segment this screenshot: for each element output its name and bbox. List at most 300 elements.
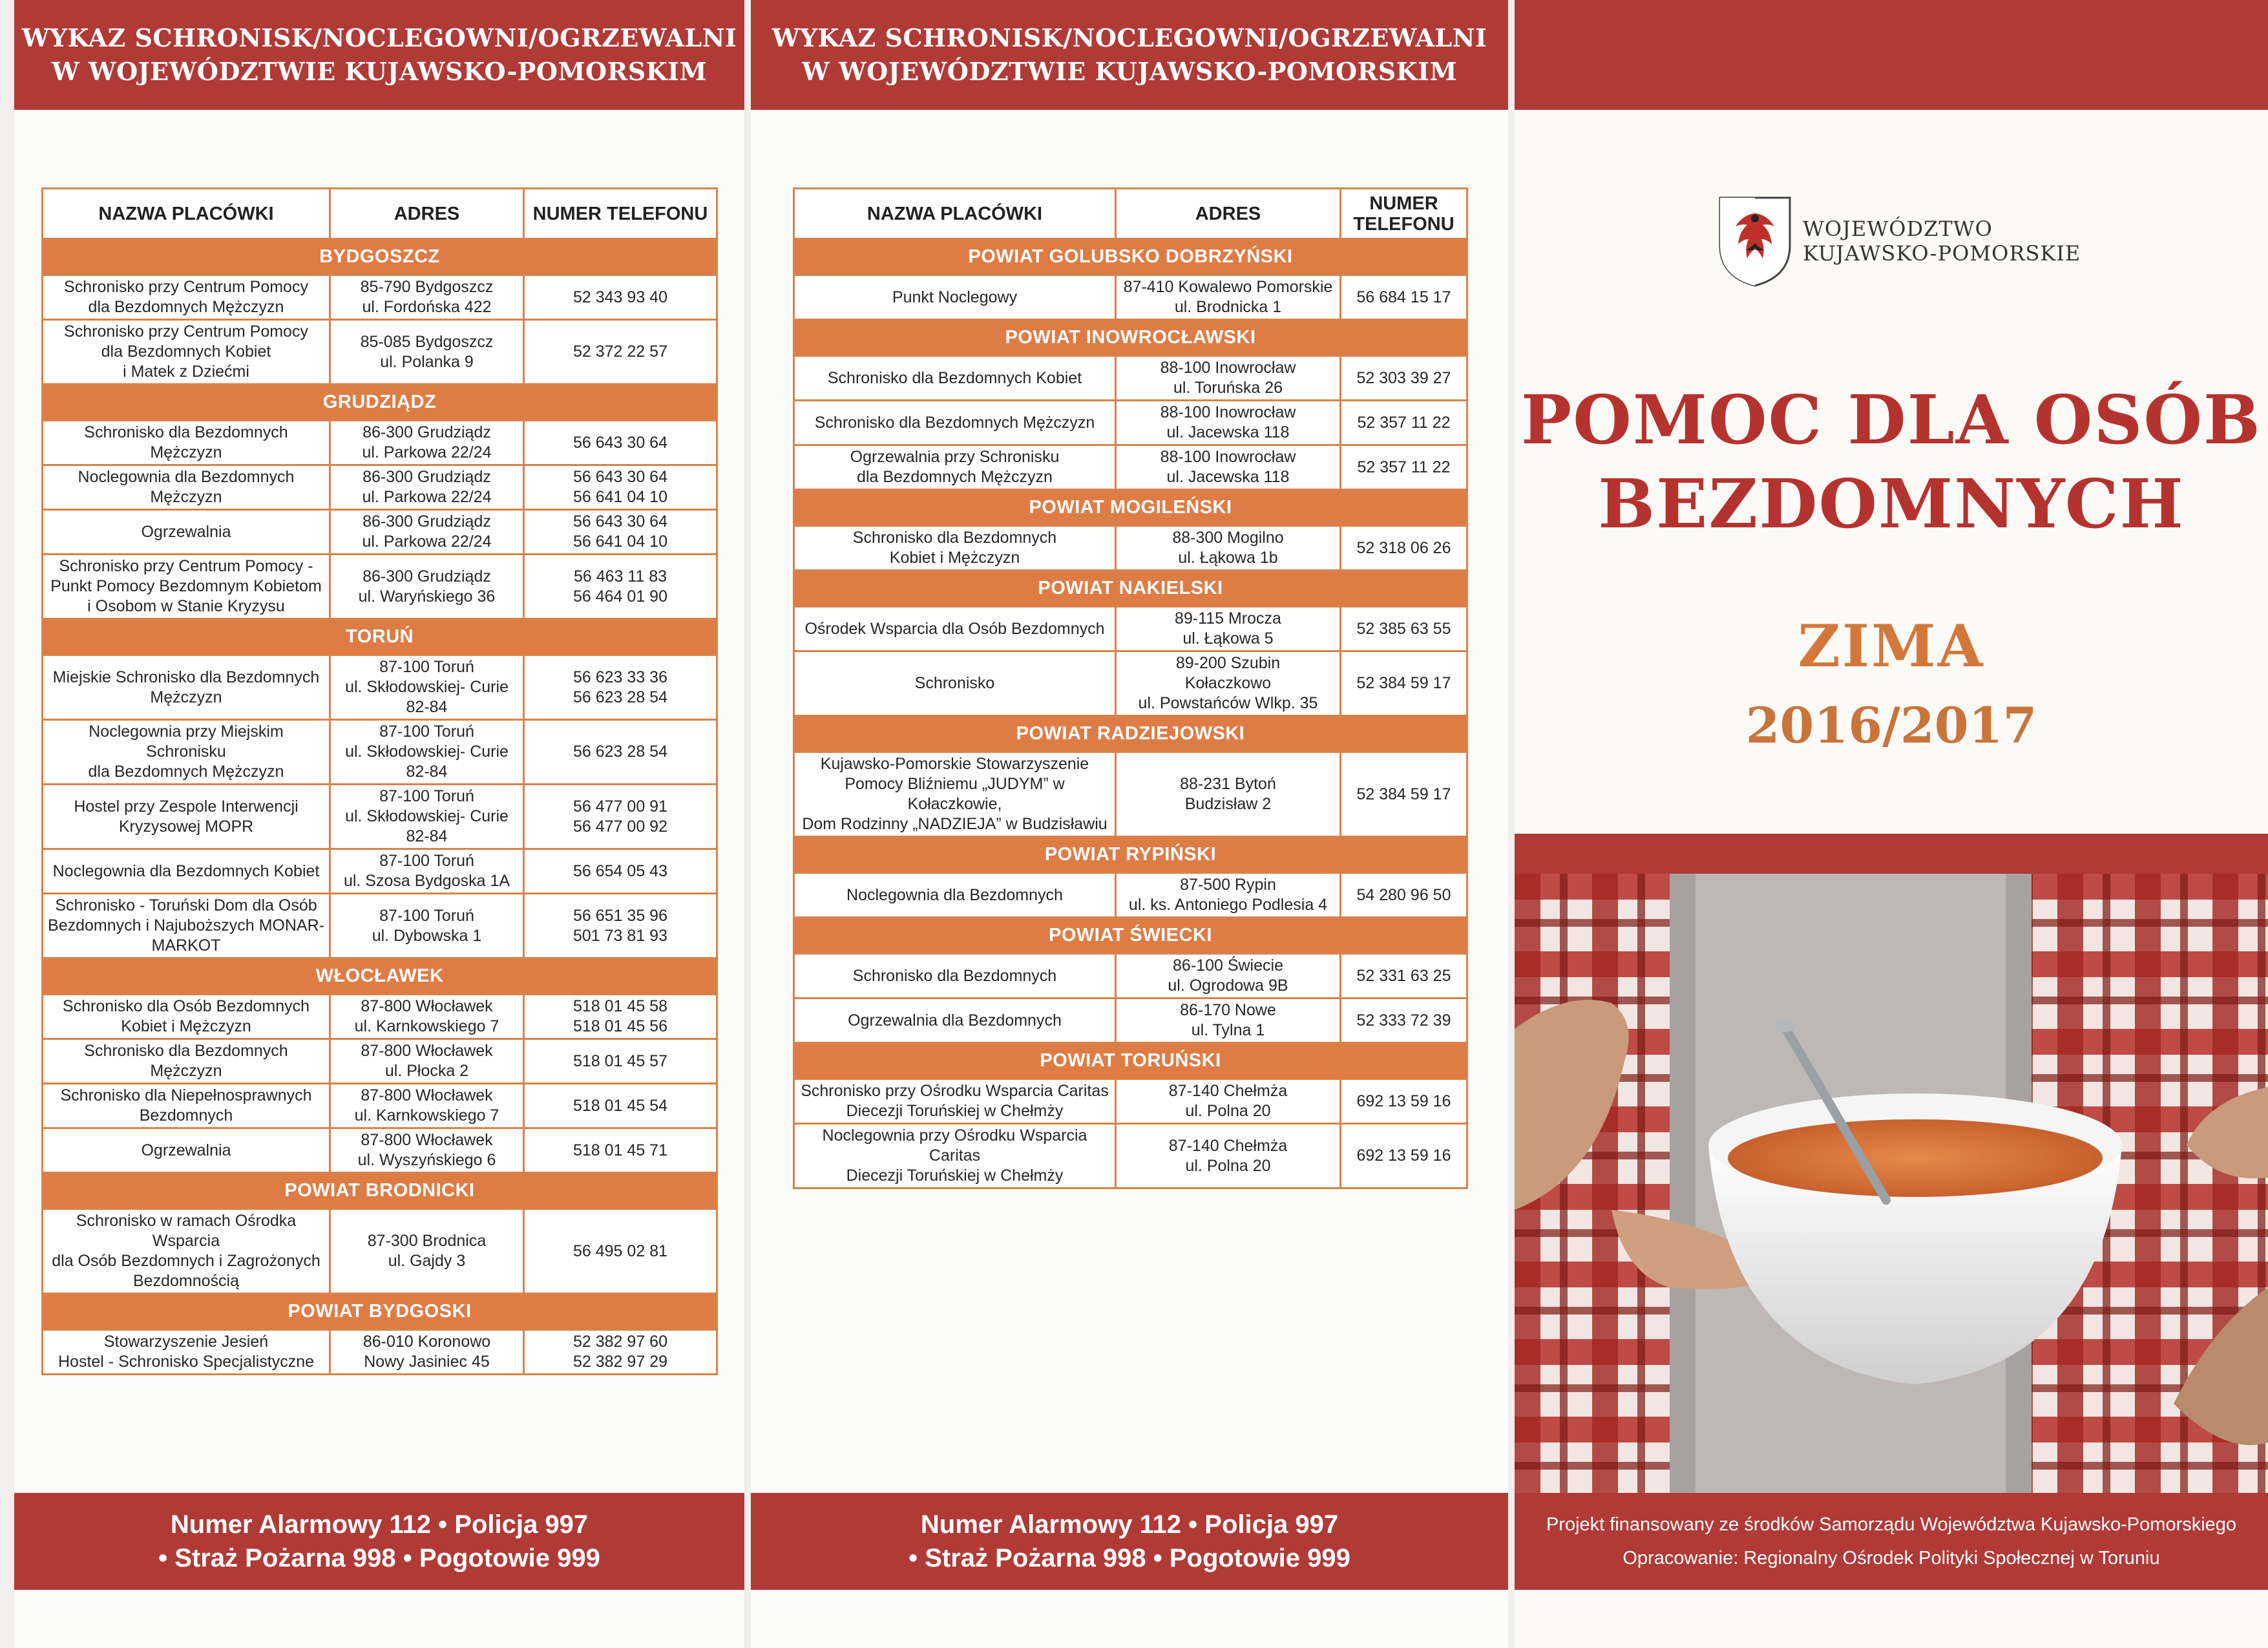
phone-line: 56 464 01 90 <box>573 587 667 606</box>
table-row <box>43 894 717 958</box>
cell-address <box>1116 356 1341 401</box>
cell-phone <box>524 655 717 720</box>
cell-phone <box>524 555 717 619</box>
cell-phone <box>1341 526 1467 571</box>
phone-line: 518 01 45 57 <box>573 1051 667 1070</box>
name-line: dla Bezdomnych Mężczyzn <box>88 763 284 781</box>
table-row <box>43 275 717 320</box>
table-row <box>43 465 717 510</box>
address-line: Nowy Jasiniec 45 <box>364 1353 490 1371</box>
cell-address <box>330 655 524 720</box>
cell-phone <box>1341 445 1467 490</box>
name-line: Schronisko dla Osób Bezdomnych <box>62 997 310 1015</box>
phone-line: 52 357 11 22 <box>1357 458 1451 476</box>
cell-address <box>330 465 524 510</box>
address-line: 87-100 Toruń <box>379 852 474 870</box>
phone-line: 56 463 11 83 <box>573 567 667 586</box>
cover-divider <box>1515 834 2268 874</box>
address-line: ul. Skłodowskiej- Curie 82-84 <box>345 807 509 845</box>
cell-phone <box>524 465 717 510</box>
middle-panel <box>751 0 1508 1648</box>
cell-name <box>43 849 330 894</box>
table-row <box>43 849 717 894</box>
phone-line: 52 382 97 29 <box>573 1353 667 1371</box>
section-title: BYDGOSZCZ <box>43 239 717 275</box>
cell-phone <box>1341 873 1467 918</box>
name-line: Schronisko dla Niepełnosprawnych <box>60 1086 312 1104</box>
section-title: POWIAT GOLUBSKO DOBRZYŃSKI <box>794 239 1467 275</box>
name-line: Kobiet i Mężczyzn <box>121 1017 251 1035</box>
section-title: POWIAT BYDGOSKI <box>43 1294 717 1330</box>
cell-address <box>1116 1079 1341 1124</box>
table-row <box>43 785 717 849</box>
address-line: ul. Parkowa 22/24 <box>362 488 492 506</box>
name-line: Dom Rodzinny „NADZIEJA” w Budzisławiu <box>802 815 1108 833</box>
table-row <box>794 954 1467 998</box>
cell-address <box>330 1128 524 1173</box>
name-line: Bezdomnych i Najuboższych MONAR- <box>48 916 324 935</box>
emergency-line-2: • Straż Pożarna 998 • Pogotowie 999 <box>158 1544 600 1572</box>
name-line: Ogrzewalnia <box>141 1141 231 1159</box>
address-line: 87-800 Włocławek <box>361 997 493 1015</box>
cell-address <box>330 555 524 619</box>
address-line: 85-085 Bydgoszcz <box>360 332 494 351</box>
cell-name <box>794 1079 1116 1124</box>
address-line: 87-300 Brodnica <box>367 1232 487 1250</box>
cell-phone <box>1341 607 1467 651</box>
address-line: ul. Wyszyńskiego 6 <box>357 1151 496 1169</box>
address-line: ul. Gajdy 3 <box>388 1252 466 1270</box>
emergency-numbers <box>14 1493 744 1590</box>
cell-address <box>330 1330 524 1375</box>
section-row <box>794 837 1467 873</box>
prepared-by-note: Opracowanie: Regionalny Ośrodek Polityki Społecznej w Toruniu <box>1622 1548 2160 1569</box>
phone-line: 56 477 00 91 <box>573 797 667 816</box>
name-line: Ogrzewalnia przy Schronisku <box>850 448 1060 466</box>
phone-line: 56 643 30 64 <box>573 512 667 531</box>
cell-name <box>43 894 330 958</box>
cell-name <box>43 1128 330 1173</box>
logo-line-2: KUJAWSKO-POMORSKIE <box>1803 241 2081 266</box>
table-row <box>43 1084 717 1128</box>
name-line: Mężczyzn <box>150 488 222 506</box>
name-line: dla Bezdomnych Mężczyzn <box>857 468 1053 486</box>
cell-phone <box>524 275 717 320</box>
name-line: Noclegownia przy Miejskim Schronisku <box>89 723 284 761</box>
cell-name <box>794 651 1116 716</box>
address-line: ul. Polna 20 <box>1185 1102 1271 1120</box>
season-years: 2016/2017 <box>1745 697 2037 754</box>
cell-address <box>1116 401 1341 445</box>
section-row <box>43 239 717 275</box>
address-line: 89-115 Mrocza <box>1175 609 1281 628</box>
coat-of-arms-icon <box>1716 194 1794 288</box>
address-line: 87-100 Toruń <box>379 906 474 925</box>
cell-address <box>1116 752 1341 837</box>
cell-name <box>43 1330 330 1375</box>
emergency-line-1: Numer Alarmowy 112 • Policja 997 <box>170 1510 589 1539</box>
name-line: dla Osób Bezdomnych i Zagrożonych <box>52 1252 320 1270</box>
address-line: ul. Dybowska 1 <box>372 926 482 945</box>
name-line: Schronisko dla Bezdomnych Mężczyzn <box>814 413 1095 432</box>
cell-address <box>330 785 524 849</box>
section-row <box>794 716 1467 752</box>
name-line: Schronisko dla Bezdomnych Mężczyzn <box>84 423 288 461</box>
address-line: ul. Płocka 2 <box>384 1062 469 1080</box>
phone-line: 518 01 45 56 <box>573 1017 667 1035</box>
phone-line: 56 623 28 54 <box>573 688 667 706</box>
cell-name <box>43 275 330 320</box>
address-line: ul. Skłodowskiej- Curie 82-84 <box>345 743 509 781</box>
section-title: POWIAT TORUŃSKI <box>794 1043 1467 1079</box>
cell-name <box>43 465 330 510</box>
name-line: Ośrodek Wsparcia dla Osób Bezdomnych <box>804 619 1105 638</box>
phone-line: 52 343 93 40 <box>573 288 667 306</box>
cell-phone <box>1341 356 1467 401</box>
name-line: Kujawsko-Pomorskie Stowarzyszenie <box>820 755 1089 773</box>
cell-phone <box>524 894 717 958</box>
cell-name <box>794 275 1116 320</box>
cell-name <box>43 995 330 1039</box>
address-line: 87-100 Toruń <box>379 723 474 741</box>
address-line: 87-800 Włocławek <box>361 1042 493 1060</box>
column-header-name: NAZWA PLACÓWKI <box>43 189 330 239</box>
section-row <box>43 1173 717 1209</box>
cell-address <box>1116 607 1341 651</box>
cell-address <box>1116 445 1341 490</box>
emergency-line-1: Numer Alarmowy 112 • Policja 997 <box>920 1510 1339 1539</box>
section-row <box>43 385 717 421</box>
name-line: Ogrzewalnia dla Bezdomnych <box>848 1011 1062 1030</box>
cell-name <box>794 954 1116 998</box>
address-line: ul. Jacewska 118 <box>1166 468 1290 486</box>
phone-line: 518 01 45 58 <box>573 997 667 1015</box>
header-line-2: W WOJEWÓDZTWIE KUJAWSKO-POMORSKIM <box>51 57 708 86</box>
table-row <box>43 720 717 785</box>
header-line-1: WYKAZ SCHRONISK/NOCLEGOWNI/OGRZEWALNI <box>21 23 737 52</box>
section-title: POWIAT RYPIŃSKI <box>794 837 1467 873</box>
address-line: 87-140 Chełmża <box>1168 1082 1288 1100</box>
cell-address <box>330 849 524 894</box>
phone-line: 52 303 39 27 <box>1356 368 1451 387</box>
table-row <box>43 421 717 465</box>
phone-line: 52 385 63 55 <box>1356 619 1451 638</box>
table-row <box>794 1124 1467 1188</box>
name-line: dla Bezdomnych Mężczyzn <box>88 298 284 316</box>
phone-line: 52 333 72 39 <box>1356 1011 1451 1030</box>
address-line: ul. Łąkowa 1b <box>1178 549 1278 567</box>
cell-phone <box>1341 1079 1467 1124</box>
table-row <box>794 1079 1467 1124</box>
cell-address <box>330 421 524 465</box>
logo-line-1: WOJEWÓDZTWO <box>1803 217 1993 241</box>
name-line: Stowarzyszenie Jesień <box>103 1333 269 1351</box>
table-row <box>43 555 717 619</box>
cell-phone <box>1341 651 1467 716</box>
phone-line: 52 318 06 26 <box>1356 538 1451 557</box>
address-line: 87-500 Rypin <box>1180 876 1276 894</box>
section-title: GRUDZIĄDZ <box>43 385 717 421</box>
cell-name <box>43 421 330 465</box>
address-line: 86-300 Grudziądz <box>362 567 491 586</box>
section-title: POWIAT INOWROCŁAWSKI <box>794 320 1467 356</box>
cell-phone <box>1341 1124 1467 1188</box>
name-line: i Matek z Dziećmi <box>123 363 249 381</box>
section-title: POWIAT MOGILEŃSKI <box>794 490 1467 526</box>
address-line: 89-200 Szubin <box>1175 654 1281 672</box>
cell-name <box>794 356 1116 401</box>
cell-name <box>794 752 1116 837</box>
address-line: ul. Szosa Bydgoska 1A <box>343 872 510 890</box>
phone-line: 56 654 05 43 <box>573 861 667 880</box>
address-line: 87-100 Toruń <box>379 658 474 676</box>
phone-line: 52 357 11 22 <box>1357 413 1451 432</box>
column-header-address: ADRES <box>330 189 524 239</box>
address-line: Kołaczkowo <box>1184 674 1272 692</box>
phone-line: 54 280 96 50 <box>1356 885 1451 904</box>
cell-address <box>330 995 524 1039</box>
address-line: ul. Parkowa 22/24 <box>362 443 492 461</box>
table-row <box>43 510 717 555</box>
table-row <box>43 655 717 720</box>
left-panel <box>14 0 744 1648</box>
section-title: POWIAT BRODNICKI <box>43 1173 717 1209</box>
section-row <box>43 619 717 655</box>
table-row <box>43 1209 717 1294</box>
name-line: Schronisko przy Ośrodku Wsparcia Caritas <box>801 1082 1109 1100</box>
name-line: Schronisko przy Centrum Pomocy <box>64 278 308 296</box>
address-line: 87-100 Toruń <box>379 787 474 805</box>
name-line: Schronisko przy Centrum Pomocy <box>64 322 308 341</box>
phone-line: 56 623 33 36 <box>573 668 667 686</box>
cell-name <box>43 1084 330 1128</box>
address-line: 87-410 Kowalewo Pomorskie <box>1123 278 1333 296</box>
address-line: Budzisław 2 <box>1184 795 1272 813</box>
name-line: Mężczyzn <box>150 688 222 706</box>
address-line: ul. Toruńska 26 <box>1173 379 1283 397</box>
name-line: Schronisko <box>914 674 995 692</box>
phone-line: 52 331 63 25 <box>1356 966 1451 985</box>
cell-name <box>43 1039 330 1084</box>
soup-bowl-photo <box>1515 874 2268 1493</box>
address-line: ul. Karnkowskiego 7 <box>354 1017 499 1035</box>
cell-address <box>330 510 524 555</box>
voivodeship-logo <box>1716 194 2081 288</box>
section-title: TORUŃ <box>43 619 717 655</box>
phone-line: 56 643 30 64 <box>573 468 667 486</box>
cell-address <box>1116 998 1341 1043</box>
phone-line: 52 372 22 57 <box>573 343 667 361</box>
cell-phone <box>524 1039 717 1084</box>
cell-name <box>794 873 1116 918</box>
phone-line: 56 495 02 81 <box>573 1241 667 1260</box>
table-row <box>43 1128 717 1173</box>
cell-name <box>43 785 330 849</box>
cell-name <box>43 320 330 385</box>
cell-address <box>330 275 524 320</box>
table-row <box>794 401 1467 445</box>
column-header-name: NAZWA PLACÓWKI <box>794 189 1116 239</box>
cover-footer <box>1515 1493 2268 1590</box>
address-line: 86-010 Koronowo <box>362 1333 491 1351</box>
name-line: i Osobom w Stanie Kryzysu <box>87 597 285 615</box>
address-line: 87-140 Chełmża <box>1168 1136 1288 1155</box>
address-line: ul. Polna 20 <box>1185 1156 1271 1175</box>
phone-line: 692 13 59 16 <box>1356 1146 1451 1165</box>
section-row <box>794 490 1467 526</box>
address-line: 85-790 Bydgoszcz <box>360 278 494 296</box>
address-line: 86-100 Świecie <box>1173 956 1283 975</box>
name-line: Schronisko przy Centrum Pomocy - <box>59 557 313 575</box>
name-line: Punkt Noclegowy <box>892 288 1018 306</box>
header-line-1: WYKAZ SCHRONISK/NOCLEGOWNI/OGRZEWALNI <box>772 23 1487 52</box>
column-header-address: ADRES <box>1116 189 1341 239</box>
address-line: 88-100 Inowrocław <box>1160 359 1296 377</box>
phone-line: 52 382 97 60 <box>573 1333 667 1351</box>
address-line: ul. Skłodowskiej- Curie 82-84 <box>345 678 509 716</box>
name-line: Noclegownia dla Bezdomnych Kobiet <box>52 861 320 880</box>
cell-address <box>1116 275 1341 320</box>
name-line: Schronisko dla Bezdomnych <box>852 529 1057 547</box>
name-line: Schronisko dla Bezdomnych <box>852 966 1057 985</box>
cell-phone <box>1341 401 1467 445</box>
name-line: Ogrzewalnia <box>141 522 231 541</box>
section-row <box>794 571 1467 607</box>
header-line-2: W WOJEWÓDZTWIE KUJAWSKO-POMORSKIM <box>801 57 1458 86</box>
shelter-table-right <box>793 187 1468 1189</box>
section-title: POWIAT ŚWIECKI <box>794 918 1467 954</box>
address-line: 88-300 Mogilno <box>1172 529 1284 547</box>
cell-name <box>794 401 1116 445</box>
address-line: ul. Fordońska 422 <box>362 298 492 316</box>
cell-address <box>1116 1124 1341 1188</box>
name-line: Diecezji Toruńskiej w Chełmży <box>846 1102 1064 1120</box>
cell-name <box>794 1124 1116 1188</box>
cell-phone <box>1341 954 1467 998</box>
name-line: Noclegownia dla Bezdomnych <box>78 468 295 486</box>
table-row <box>794 445 1467 490</box>
cell-address <box>330 1039 524 1084</box>
phone-line: 518 01 45 71 <box>573 1141 667 1159</box>
cell-name <box>43 510 330 555</box>
cell-phone <box>1341 998 1467 1043</box>
address-line: ul. Polanka 9 <box>380 352 474 371</box>
cell-name <box>794 998 1116 1043</box>
cell-phone <box>524 995 717 1039</box>
address-line: ul. Waryńskiego 36 <box>358 587 496 606</box>
address-line: 88-100 Inowrocław <box>1160 448 1296 466</box>
cell-address <box>330 720 524 785</box>
table-row <box>794 873 1467 918</box>
address-line: 87-800 Włocławek <box>361 1086 493 1104</box>
section-title: WŁOCŁAWEK <box>43 958 717 995</box>
section-title: POWIAT NAKIELSKI <box>794 571 1467 607</box>
column-header-phone: NUMER TELEFONU <box>524 189 717 239</box>
cell-address <box>330 320 524 385</box>
cell-phone <box>524 510 717 555</box>
emergency-numbers <box>751 1493 1508 1590</box>
name-line: Wsparcia <box>152 1232 220 1250</box>
cell-phone <box>524 785 717 849</box>
cell-address <box>330 894 524 958</box>
phone-line: 56 623 28 54 <box>573 743 667 761</box>
cell-name <box>794 526 1116 571</box>
name-line: Noclegownia przy Ośrodku Wsparcia Caritas <box>822 1126 1087 1165</box>
column-header-phone: NUMER TELEFONU <box>1341 189 1467 239</box>
cell-address <box>1116 954 1341 998</box>
cell-address <box>1116 526 1341 571</box>
table-row <box>794 356 1467 401</box>
name-line: Bezdomnych <box>139 1106 233 1125</box>
cover-top-band <box>1515 0 2268 110</box>
name-line: Pomocy Bliźniemu „JUDYM” w Kołaczkowie, <box>845 775 1065 813</box>
cell-phone <box>524 320 717 385</box>
phone-line: 56 641 04 10 <box>573 488 667 506</box>
table-row <box>794 526 1467 571</box>
name-line: Kobiet i Mężczyzn <box>889 549 1020 567</box>
cell-name <box>43 555 330 619</box>
phone-line: 56 684 15 17 <box>1356 288 1451 306</box>
table-row <box>43 1330 717 1375</box>
name-line: Bezdomnością <box>133 1272 239 1290</box>
phone-line: 52 384 59 17 <box>1356 674 1451 692</box>
address-line: 86-300 Grudziądz <box>362 423 491 441</box>
name-line: Schronisko dla Bezdomnych Mężczyzn <box>84 1042 288 1080</box>
address-line: 88-100 Inowrocław <box>1160 403 1296 421</box>
title-line-1: POMOC DLA OSÓB <box>1521 380 2262 460</box>
panel-header <box>14 0 744 110</box>
cell-name <box>43 655 330 720</box>
name-line: Hostel - Schronisko Specjalistyczne <box>58 1353 314 1371</box>
phone-line: 56 477 00 92 <box>573 817 667 836</box>
name-line: dla Bezdomnych Kobiet <box>101 343 271 361</box>
cell-phone <box>524 1330 717 1375</box>
address-line: ul. Jacewska 118 <box>1166 423 1290 441</box>
table-row <box>794 752 1467 837</box>
section-title: POWIAT RADZIEJOWSKI <box>794 716 1467 752</box>
table-row <box>794 651 1467 716</box>
phone-line: 56 651 35 96 <box>573 906 667 925</box>
cell-phone <box>524 1084 717 1128</box>
section-row <box>794 918 1467 954</box>
name-line: Schronisko dla Bezdomnych Kobiet <box>827 368 1082 387</box>
name-line: Noclegownia dla Bezdomnych <box>846 885 1063 904</box>
name-line: Miejskie Schronisko dla Bezdomnych <box>52 668 320 686</box>
address-line: ul. Powstańców Wlkp. 35 <box>1138 694 1318 712</box>
address-line: 87-800 Włocławek <box>361 1131 493 1149</box>
cell-phone <box>1341 275 1467 320</box>
address-line: ul. Łąkowa 5 <box>1182 629 1274 648</box>
table-row <box>794 275 1467 320</box>
cell-name <box>794 445 1116 490</box>
phone-line: 501 73 81 93 <box>573 926 667 945</box>
name-line: Schronisko w ramach Ośrodka <box>76 1212 297 1230</box>
table-row <box>43 995 717 1039</box>
name-line: Kryzysowej MOPR <box>118 817 254 836</box>
cell-name <box>43 720 330 785</box>
phone-line: 518 01 45 54 <box>573 1096 667 1115</box>
name-line: MARKOT <box>151 936 221 955</box>
phone-line: 692 13 59 16 <box>1356 1092 1451 1110</box>
name-line: Diecezji Toruńskiej w Chełmży <box>846 1167 1064 1185</box>
title-line-2: BEZDOMNYCH <box>1598 464 2185 544</box>
funding-note: Projekt finansowany ze środków Samorządu Województwa Kujawsko-Pomorskiego <box>1546 1514 2237 1535</box>
section-row <box>794 239 1467 275</box>
section-row <box>794 320 1467 356</box>
brochure-title <box>1515 378 2268 546</box>
phone-line: 56 641 04 10 <box>573 533 667 551</box>
address-line: ul. Tylna 1 <box>1191 1021 1265 1039</box>
